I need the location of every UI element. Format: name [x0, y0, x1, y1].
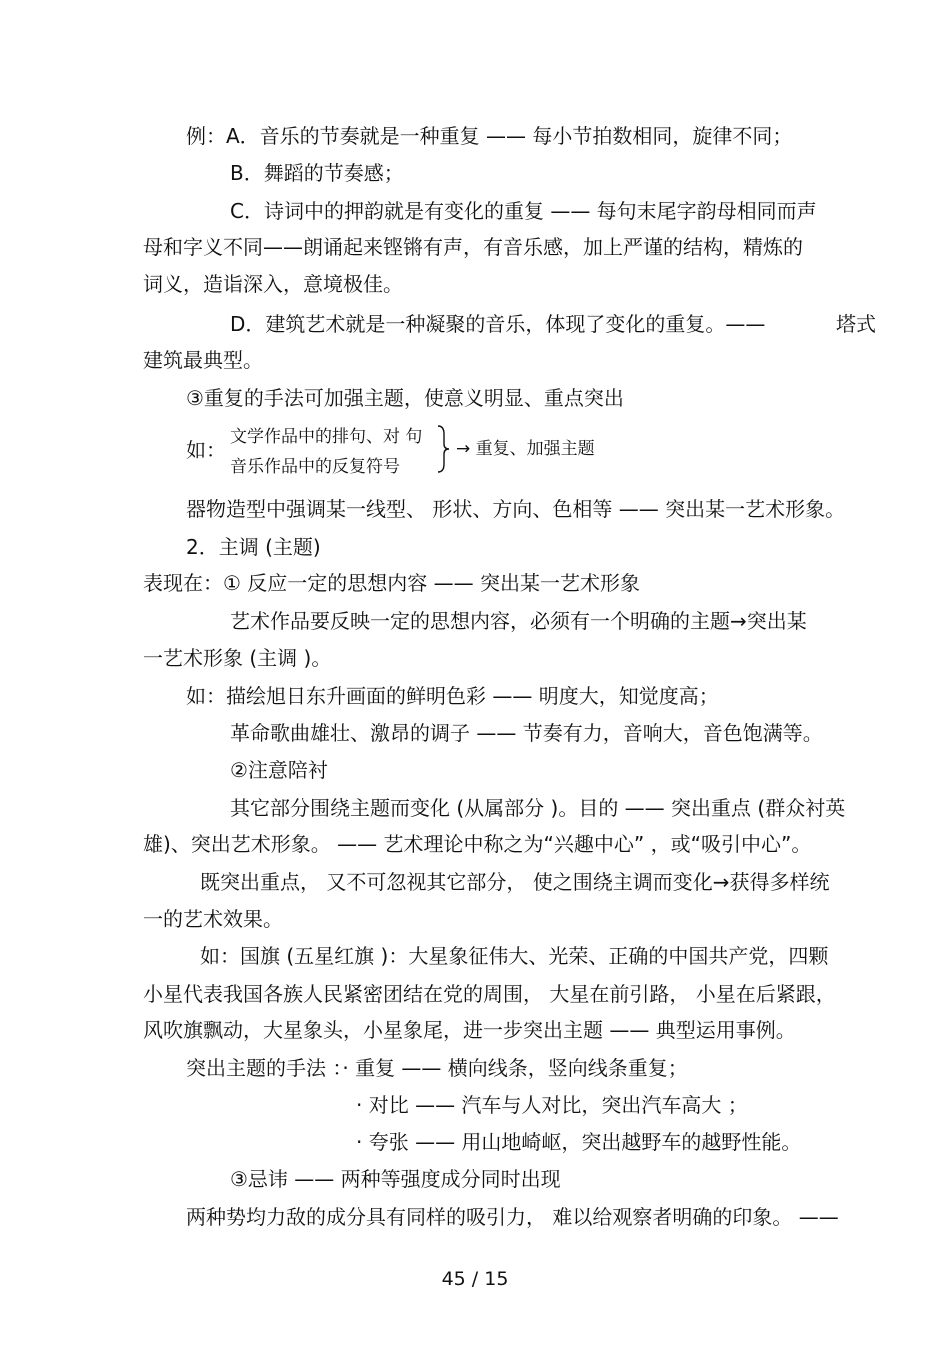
text-line: 建筑最典型。 [143, 348, 263, 372]
text-line: 器物造型中强调某一线型、 形状、方向、色相等 —— 突出某一艺术形象。 [186, 497, 846, 521]
text-line: ③重复的手法可加强主题，使意义明显、重点突出 [186, 386, 624, 410]
text-line: C．诗词中的押韵就是有变化的重复 —— 每句末尾字韵母相同而声 [230, 199, 817, 223]
text-line: 革命歌曲雄壮、激昂的调子 —— 节奏有力，音响大，音色饱满等。 [230, 721, 823, 745]
text-line: 表现在：① 反应一定的思想内容 —— 突出某一艺术形象 [143, 571, 641, 595]
text-line: 音乐作品中的反复符号 [230, 457, 400, 477]
text-line: 文学作品中的排句、对 句 [230, 427, 423, 447]
section-heading: 2．主调 (主题) [186, 535, 321, 559]
right-brace-icon [436, 424, 450, 474]
text-line: B．舞蹈的节奏感； [230, 161, 404, 185]
text-line: 母和字义不同——朗诵起来铿锵有声，有音乐感，加上严谨的结构，精炼的 [143, 235, 803, 259]
text-line: 两种势均力敌的成分具有同样的吸引力， 难以给观察者明确的印象。 —— [186, 1205, 839, 1229]
text-line: 如： [186, 438, 226, 462]
text-line: · 夸张 —— 用山地崎岖，突出越野车的越野性能。 [356, 1130, 802, 1154]
text-line: 塔式 [836, 312, 876, 336]
text-line: ③忌讳 —— 两种等强度成分同时出现 [230, 1167, 561, 1191]
text-line: 如：描绘旭日东升画面的鲜明色彩 —— 明度大，知觉度高； [186, 684, 719, 708]
text-line: 艺术作品要反映一定的思想内容，必须有一个明确的主题→突出某 [230, 609, 807, 633]
text-line: D．建筑艺术就是一种凝聚的音乐，体现了变化的重复。—— [230, 312, 766, 336]
text-line: 如：国旗 (五星红旗 )：大星象征伟大、光荣、正确的中国共产党，四颗 [200, 944, 829, 968]
text-line: 突出主题的手法 ：· 重复 —— 横向线条，竖向线条重复； [186, 1056, 688, 1080]
text-line: 一艺术形象 (主调 )。 [143, 646, 332, 670]
page-number: 45 / 15 [441, 1268, 509, 1290]
text-line: ②注意陪衬 [230, 758, 328, 782]
text-line: 风吹旗飘动，大星象头，小星象尾，进一步突出主题 —— 典型运用事例。 [143, 1018, 796, 1042]
text-line: 雄)、突出艺术形象。 —— 艺术理论中称之为“兴趣中心” ，或“吸引中心”。 [143, 832, 812, 856]
text-line: 小星代表我国各族人民紧密团结在党的周围， 大星在前引路， 小星在后紧跟， [143, 982, 836, 1006]
text-line: → 重复、加强主题 [456, 439, 595, 459]
text-line: 一的艺术效果。 [143, 907, 283, 931]
text-line: 其它部分围绕主题而变化 (从属部分 )。目的 —— 突出重点 (群众衬英 [230, 796, 846, 820]
text-line: 既突出重点， 又不可忽视其它部分， 使之围绕主调而变化→获得多样统 [200, 870, 830, 894]
text-line: 词义，造诣深入，意境极佳。 [143, 272, 403, 296]
text-line: 例：A．音乐的节奏就是一种重复 —— 每小节拍数相同，旋律不同； [186, 124, 793, 148]
text-line: · 对比 —— 汽车与人对比，突出汽车高大 ； [356, 1093, 748, 1117]
